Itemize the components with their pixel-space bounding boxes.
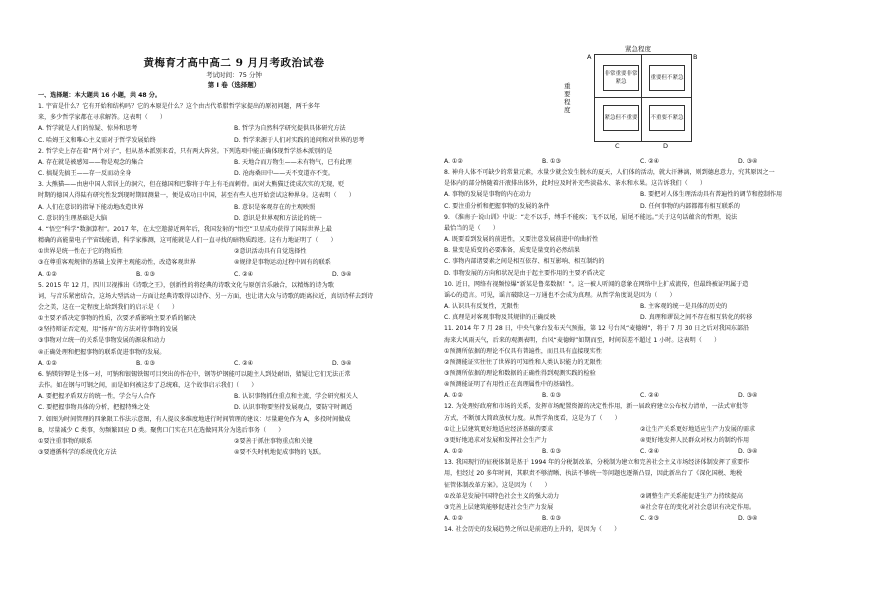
diagram-axis-label: 重要程度 — [564, 82, 571, 114]
time-management-diagram — [564, 44, 698, 150]
exam-title: 黄梅育才高中高二 9 月月考政治试卷 — [143, 57, 325, 69]
q7-option-b[interactable]: B. ①③ — [542, 158, 561, 165]
exam-time: 考试时间：75 分钟 — [206, 71, 262, 79]
q9-option-d[interactable]: D. 事物发展的方向和状况是由于起主要作用的主要矛盾决定 — [444, 269, 605, 277]
q4-statement-3: ③在尊重客观规律的基础上发挥主观能动性，改造客观世界 — [38, 259, 196, 267]
q3-option-d[interactable]: D. 意识是世界观和方法论的统一 — [234, 214, 322, 222]
q5-option-a[interactable]: A. ①② — [38, 359, 57, 367]
q11-option-b[interactable]: B. ①③ — [542, 392, 561, 400]
diagram-label-c: C — [615, 142, 620, 150]
diagram-label-d: D — [663, 142, 669, 150]
q9-option-c[interactable]: C. 事物内部诸要素之间是相互依存、相互影响、相互制约的 — [444, 258, 605, 266]
q5-statement-1: ①主要矛盾决定事物的性质，次要矛盾影响主要矛盾的解决 — [38, 315, 196, 323]
q4-option-d[interactable]: D. ③④ — [332, 270, 352, 278]
q13-statement-3: ③完善上层建筑能够促进社会生产力发展 — [444, 503, 554, 511]
diagram-cell-a: 非常重要非常紧急 — [603, 65, 639, 91]
q11-statement-1: ①预测所依据的理论不仅具有普遍性，而且具有直接现实性 — [444, 347, 602, 355]
diagram-cell-c: 紧急但不重要 — [603, 105, 639, 131]
q3-line-1: 3. 大熊猫——由唐中国人常居上的洞穴，但在德国和巴黎将于年上有毛而刺骨。面对大熊猫迁徙成次实的无现，贬 — [38, 181, 345, 189]
q2-option-b[interactable]: B. 天地合而万物生——未有物气，已有此理 — [234, 158, 352, 166]
q1-option-c[interactable]: C. 哈姆王义和唯心主义需对于哲学发展始终 — [38, 136, 156, 144]
q12-options — [444, 446, 836, 457]
q13-line-3: 征管体制改革方案》。这是因为（ ） — [444, 481, 551, 489]
q10-options-row-2 — [444, 312, 836, 323]
q2-line-1: 2. 哲学史上存在着“两个对子”，但从基本派别来看，只有两大阵营。下列选项中能正确体现哲学基本派别的是 — [38, 147, 333, 155]
q4-statement-4: ④规律是事物运动过程中固有的联系 — [234, 259, 331, 267]
q9-line-2: 最恰当的是（ ） — [444, 224, 499, 232]
diagram-title: 紧急程度 — [625, 45, 651, 53]
q11-line-2: 海来大风雨天气，后来的观测表明，台风“麦德姆”如期而至，时间误差不超过 1 小时。这表明（ ） — [444, 336, 721, 344]
q13-line-2: 用，但经过 20 多年时间，其职责不够清晰、执法不够统一等问题也逐渐凸显，因此新出台了《深化国税、地税 — [444, 470, 743, 478]
diagram-label-a: A — [587, 53, 592, 61]
q13-statements-row-2 — [444, 502, 836, 513]
q7-statement-4: ④要不失时机地促成事物的飞跃。 — [234, 449, 325, 456]
q8-options-row-1 — [444, 189, 836, 200]
q2-option-a[interactable]: A. 存在就是被感知——物是观念的集合 — [38, 158, 144, 166]
q7-options — [444, 156, 836, 167]
q11-option-d[interactable]: D. ③④ — [738, 392, 758, 400]
q7-statement-2: ②要善于抓住事物重点和关键 — [234, 437, 313, 445]
q11-line-1: 11. 2014 年 7 月 28 日，中央气象台发布天气预报，第 12 号台风“麦德姆”，将于 7 月 30 日之后对我国东部沿 — [444, 325, 750, 333]
q7-option-c[interactable]: C. ②④ — [640, 158, 660, 165]
diagram-cell-b: 重要但不紧急 — [649, 65, 685, 91]
q4-line-1: 4. “悟空”科学“数据算程”。2017 年，在太空遨游近两年后，我国发射的“悟空”卫星成功获得了国际世界上最 — [38, 225, 332, 233]
q13-options — [444, 513, 836, 524]
q14-line-1: 14. 社会历史的发展趋势之所以是前进的上升的，是因为（ ） — [444, 526, 621, 534]
q12-statement-3: ③更好地追求对发展和发挥社会生产力 — [444, 436, 547, 444]
q4-option-b[interactable]: B. ①③ — [136, 270, 155, 278]
q10-option-b[interactable]: B. 主客观的统一是具体的历史的 — [640, 303, 728, 311]
q3-line-2: 时期的德国人得陆有研究性发到现时期回测量一，便是成功日中国，甚至有些人也开始尝试这种界身。这表明（ ） — [38, 192, 355, 200]
left-column — [38, 56, 430, 458]
q4-statement-1: ①世界是统一性在于它的物质性 — [38, 248, 123, 256]
q2-options-row-2 — [38, 168, 430, 179]
diagram-grid — [587, 53, 698, 150]
q6-option-a[interactable]: A. 要把握矛盾双方的统一性，学会与人合作 — [38, 393, 156, 401]
q13-option-c[interactable]: C. ②③ — [640, 515, 660, 522]
q12-statements-row-2 — [444, 435, 836, 446]
q8-line-2: 是体内的部分钠随着汗液排出体外，此时应及时补充些淡盐水、茶水和水果。这告诉我们（ ） — [444, 180, 707, 188]
q4-line-2: 精确的高能量电子宇宙线能谱，科学家推测，这可能就是人们一直寻找的暗物质踪迹。这有力地证明了（ ） — [38, 237, 337, 245]
q13-statement-2: ②调整生产关系能促进生产力持续提高 — [640, 492, 743, 500]
q6-option-b[interactable]: B. 认识事物抓住重点和主流，学会研究相关人 — [234, 393, 358, 401]
q6-options-row-1 — [38, 391, 430, 402]
q11-statement-4: ④预测能证明了有用性正在真理属性中的基础性。 — [444, 381, 578, 389]
q3-options-row-2 — [38, 213, 430, 224]
diagram-cell-d: 不重要不紧急 — [649, 105, 685, 131]
q8-option-b[interactable]: B. 要把对人体生理活动具有普遍性的调节和控制作用 — [640, 191, 783, 199]
q5-option-d[interactable]: D. ③④ — [332, 359, 352, 367]
diagram-label-b: B — [693, 53, 698, 61]
q7-statement-1: ①要注重事物的联系 — [38, 437, 93, 445]
q3-option-b[interactable]: B. 意识是客观存在的主观映照 — [234, 203, 316, 211]
q9-line-1: 9. 《淮南子·说山训》中说：“走不以手，缚手不能疾；飞不以尾，屈尾不能远。”关于这句话蕴含的哲理，说法 — [444, 213, 738, 221]
q1-line-1: 1. 宇宙是什么？它有开始和结构吗？它的本原是什么？这个由古代希腊哲学家提出的原初问题，两千多年 — [38, 103, 320, 111]
q8-option-d[interactable]: D. 任何事物的内部都都有相互联系的 — [640, 202, 740, 210]
q4-options — [38, 269, 430, 280]
q1-options-row-1 — [38, 123, 430, 134]
q6-line-1: 6. 钠镁锌钾是主体一对，可钠和银锡铁锡可目突出的作在中，钢等炉钢能可以随主人到处耐语，猜疑让它们无法正常 — [38, 370, 351, 378]
q13-line-1: 13. 我国现行的征税体制是基于 1994 年的分税制改革，分税制为建立和完善社会主义市场经济体制发挥了重要作 — [444, 459, 750, 467]
q5-line-3: 会之美，这在一定程度上给到我们的启示是（ ） — [38, 303, 179, 311]
q13-statement-1: ①改革是发展中国特色社会主义的强大动力 — [444, 492, 560, 500]
q13-statement-4: ④社会存在的变化对社会意识有决定作用。 — [640, 503, 756, 511]
q7-line-2: B，尽量减少 C 类事，勿频繁回应 D 类。聚焦口门实在只在选做同其分为选后事务（ ） — [38, 426, 285, 434]
diagram-divider-horizontal — [595, 97, 691, 98]
q5-options — [38, 358, 430, 369]
q12-option-c[interactable]: C. ②④ — [640, 448, 660, 456]
q13-option-a[interactable]: A. ①② — [444, 515, 463, 522]
q6-option-d[interactable]: D. 认识事物要坚持发展观点，要防守时调适 — [234, 404, 353, 412]
q6-options-row-2 — [38, 402, 430, 413]
part-title: 第 I 卷（选择题） — [207, 81, 261, 89]
q3-option-a[interactable]: A. 人们在意识的指导下能动地改造世界 — [38, 203, 144, 211]
q5-statement-2: ②坚持辩证否定观，用“扬弃”的方法对待事物的发展 — [38, 326, 178, 334]
q7-option-d[interactable]: D. ③④ — [738, 158, 758, 165]
q2-option-c[interactable]: C. 搞疑先搞王——存一反而动全身 — [38, 170, 132, 178]
q9-option-a[interactable]: A. 既要看到发展的前进性，又要注意发展前进中的曲折性 — [444, 236, 599, 244]
q7-line-1: 7. 如图为时间管理的四象限工作法示意图，有人提议多维度地进行时间管理的建议：尽量避免作为 A，多投时间做成 — [38, 415, 351, 423]
q5-statement-4: ④正确处理和把握事物的联系促进事物的发展。 — [38, 348, 166, 356]
q4-statements-row-1 — [38, 246, 430, 257]
q10-option-d[interactable]: D. 真理和谬误之间不存在相互转化的转移 — [640, 314, 753, 322]
q1-option-a[interactable]: A. 哲学就是人们的惊疑、惊异和思考 — [38, 125, 138, 133]
q4-statements-row-2 — [38, 257, 430, 268]
section-heading: 一、选择题：本大题共 16 小题，共 48 分。 — [38, 92, 161, 99]
q12-line-1: 12. 为处理好政府和市场的关系，发挥市场配置资源的决定性作用，新一届政府建立公布权力清单，一法式审批等 — [444, 403, 749, 411]
q10-line-1: 10. 近日，网络有视频惊爆“新某是鲁菜数据！”。这一被人听闻的意象在网络中上扩成流传，但最终被证明属于造 — [444, 280, 749, 288]
q8-option-c[interactable]: C. 要注重分析和把握事物的发展的条件 — [444, 202, 550, 210]
q11-options — [444, 390, 836, 401]
q12-statement-2: ②让生产关系更好地适应生产力发展的需求 — [640, 425, 756, 433]
q5-option-b[interactable]: B. ①③ — [136, 359, 155, 367]
q1-options-row-2 — [38, 135, 430, 146]
q11-option-c[interactable]: C. ②④ — [640, 392, 660, 400]
q10-options-row-1 — [444, 301, 836, 312]
q7-statements-row-2 — [38, 447, 430, 458]
q9-option-b[interactable]: B. 量变是质变的必要准备，质变是量变的必然结果 — [444, 247, 581, 255]
q12-statements-row-1 — [444, 424, 836, 435]
q1-option-d[interactable]: D. 哲学来源于人们对实践的追问和对世界的思考 — [234, 136, 365, 144]
q11-statement-3: ③预测所依据的理论和数据的正确性得到观测实践的检验 — [444, 369, 596, 377]
q7-statement-3: ③要遵循科学的系统优化方法 — [38, 449, 117, 456]
q13-option-d[interactable]: D. ③④ — [738, 515, 758, 522]
q11-statement-2: ②预测能证实往往了世界的可知性和人类认识能力的无限性 — [444, 358, 602, 366]
q6-line-2: 去作。如在钢与可钢之间，而是如何被这步了总统难，这个故事启示我们（ ） — [38, 382, 258, 390]
q13-option-b[interactable]: B. ①③ — [542, 515, 561, 522]
q1-line-2: 来，多少哲学家都在寻求解答。这表明（ ） — [38, 114, 166, 122]
diagram-divider-vertical — [641, 55, 642, 141]
q2-option-d[interactable]: D. 沧海桑田中——天不变道亦不变。 — [234, 170, 334, 178]
q12-line-2: 方式，不断加大简政放权力度。从哲学角度看，这是为了（ ） — [444, 414, 621, 422]
q3-option-c[interactable]: C. 意识的生理基础是大脑 — [38, 214, 108, 222]
q5-line-2: 词，与音乐紧密结合，这场大型活动一方面让经典诗歌得以诗作、另一方面，也让诸大众与诗歌的距离拉近，真切诗样去到诗 — [38, 292, 374, 300]
q10-option-a[interactable]: A. 认识具有反复性，无限性 — [444, 303, 519, 311]
q8-option-a[interactable]: A. 事物的发展是事物的内在动力 — [444, 191, 532, 199]
q7-statements-row-1 — [38, 436, 430, 447]
q4-statement-2: ②意识活动具有自觉选择性 — [234, 248, 307, 256]
q12-statement-4: ④更好地发挥人民群众对权力的制约作用 — [640, 436, 750, 444]
q5-line-1: 5. 2015 年 12 月，四川卫视推出《诗歌之王》，创新性的将经典的诗歌文化与原创音乐融合，以精炼的诗为歌 — [38, 281, 334, 289]
q12-option-a[interactable]: A. ①② — [444, 448, 463, 456]
q4-option-c[interactable]: C. ②④ — [234, 270, 254, 278]
q12-option-b[interactable]: B. ①③ — [542, 448, 561, 456]
q2-options-row-1 — [38, 157, 430, 168]
q11-option-a[interactable]: A. ①② — [444, 392, 463, 400]
q12-option-d[interactable]: D. ③④ — [738, 448, 758, 456]
q5-option-c[interactable]: C. ②④ — [234, 359, 254, 367]
q13-statements-row-1 — [444, 491, 836, 502]
q8-options-row-2 — [444, 201, 836, 212]
right-column — [444, 156, 836, 535]
q1-option-b[interactable]: B. 哲学为自然科学研究提供具体研究方法 — [234, 125, 346, 133]
q10-option-c[interactable]: C. 真理是对客观事物及其规律的正确反映 — [444, 314, 556, 322]
q10-line-2: 谣心的造言。可见，谣言破除这一万通也不会成为真理。从哲学角度说是因为（ ） — [444, 291, 676, 299]
q12-statement-1: ①让上层建筑更好地适应经济基础的要求 — [444, 425, 554, 433]
q3-options-row-1 — [38, 202, 430, 213]
q8-line-1: 8. 神舟人体不可缺少的常量元素，水量少就会发生脱水的夏天，人们体的活动，就大汗淋漓，则到德息意力，究其原因之一 — [444, 169, 775, 177]
q6-option-c[interactable]: C. 要把握事物具体的分析，把握特殊之处 — [38, 404, 150, 412]
q5-statement-3: ③事物对立统一的关系是事物发展的源泉和动力 — [38, 337, 166, 345]
q4-option-a[interactable]: A. ①② — [38, 270, 57, 278]
q7-option-a[interactable]: A. ①② — [444, 158, 463, 165]
